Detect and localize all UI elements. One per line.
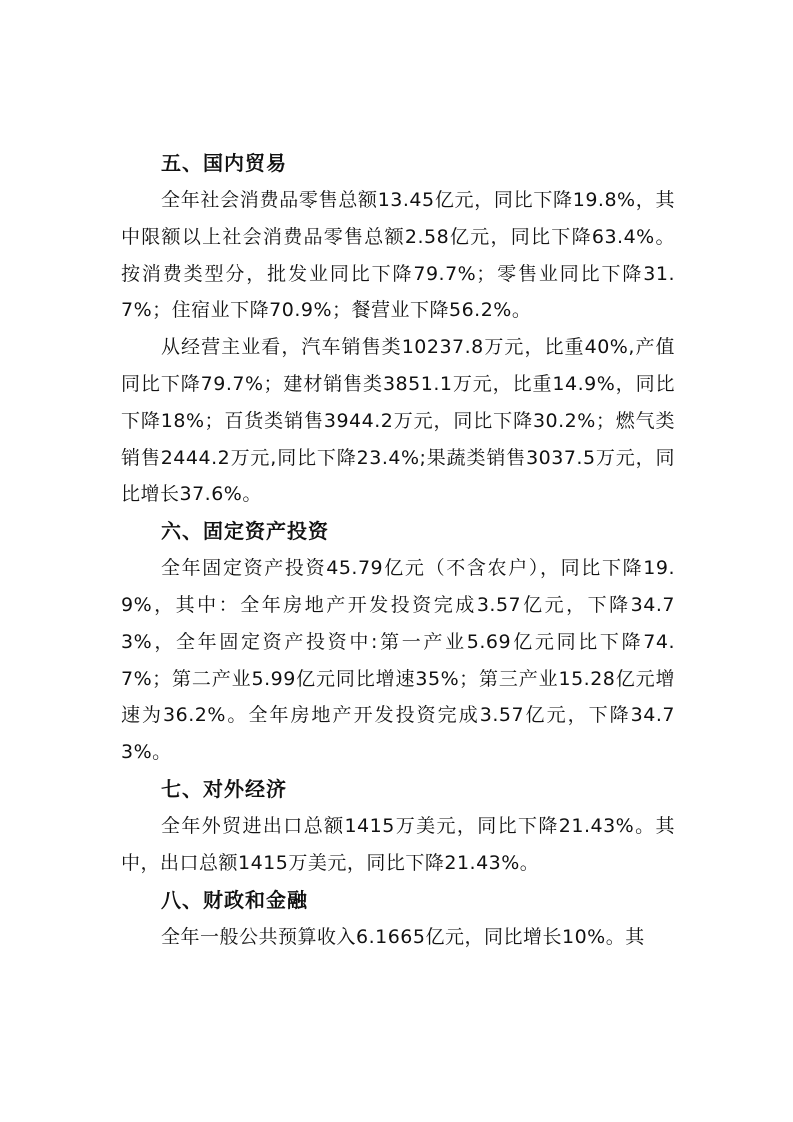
section-heading: 六、固定资产投资 bbox=[161, 519, 329, 544]
paragraph: 全年一般公共预算收入6.1665亿元，同比增长10%。其 bbox=[161, 925, 645, 948]
document-body bbox=[121, 145, 675, 955]
paragraph: 全年外贸进出口总额1415万美元，同比下降21.43%。其中，出口总额1415万美元，同比下降21.43%。 bbox=[121, 814, 675, 874]
section-heading: 五、国内贸易 bbox=[161, 151, 287, 175]
paragraph: 从经营主业看，汽车销售类10237.8万元，比重40%,产值同比下降79.7%；建材销售类3851.1万元，比重14.9%，同比下降18%；百货类销售3944.2万元，同比下降30.2%；燃气类销售2444.2万元,同比下降23.4%;果蔬类销售3037.5万元，同比增长37.6%。 bbox=[121, 336, 675, 506]
section-fixed-asset-investment bbox=[121, 513, 675, 771]
section-heading: 八、财政和金融 bbox=[161, 887, 308, 912]
section-heading: 七、对外经济 bbox=[161, 776, 287, 801]
paragraph: 全年社会消费品零售总额13.45亿元，同比下降19.8%，其中限额以上社会消费品零售总额2.58亿元，同比下降63.4%。按消费类型分，批发业同比下降79.7%；零售业同比下降31.7%；住宿业下降70.9%；餐营业下降56.2%。 bbox=[121, 189, 675, 322]
paragraph: 全年固定资产投资45.79亿元（不含农户），同比下降19.9%，其中：全年房地产开发投资完成3.57亿元，下降34.73%，全年固定资产投资中:第一产业5.69亿元同比下降74.7%；第二产业5.99亿元同比增速35%；第三产业15.28亿元增速为36.2%。全年房地产开发投资完成3.57亿元，下降34.73%。 bbox=[121, 557, 675, 764]
section-foreign-economy bbox=[121, 771, 675, 882]
section-domestic-trade bbox=[121, 145, 675, 513]
section-finance bbox=[121, 882, 675, 956]
